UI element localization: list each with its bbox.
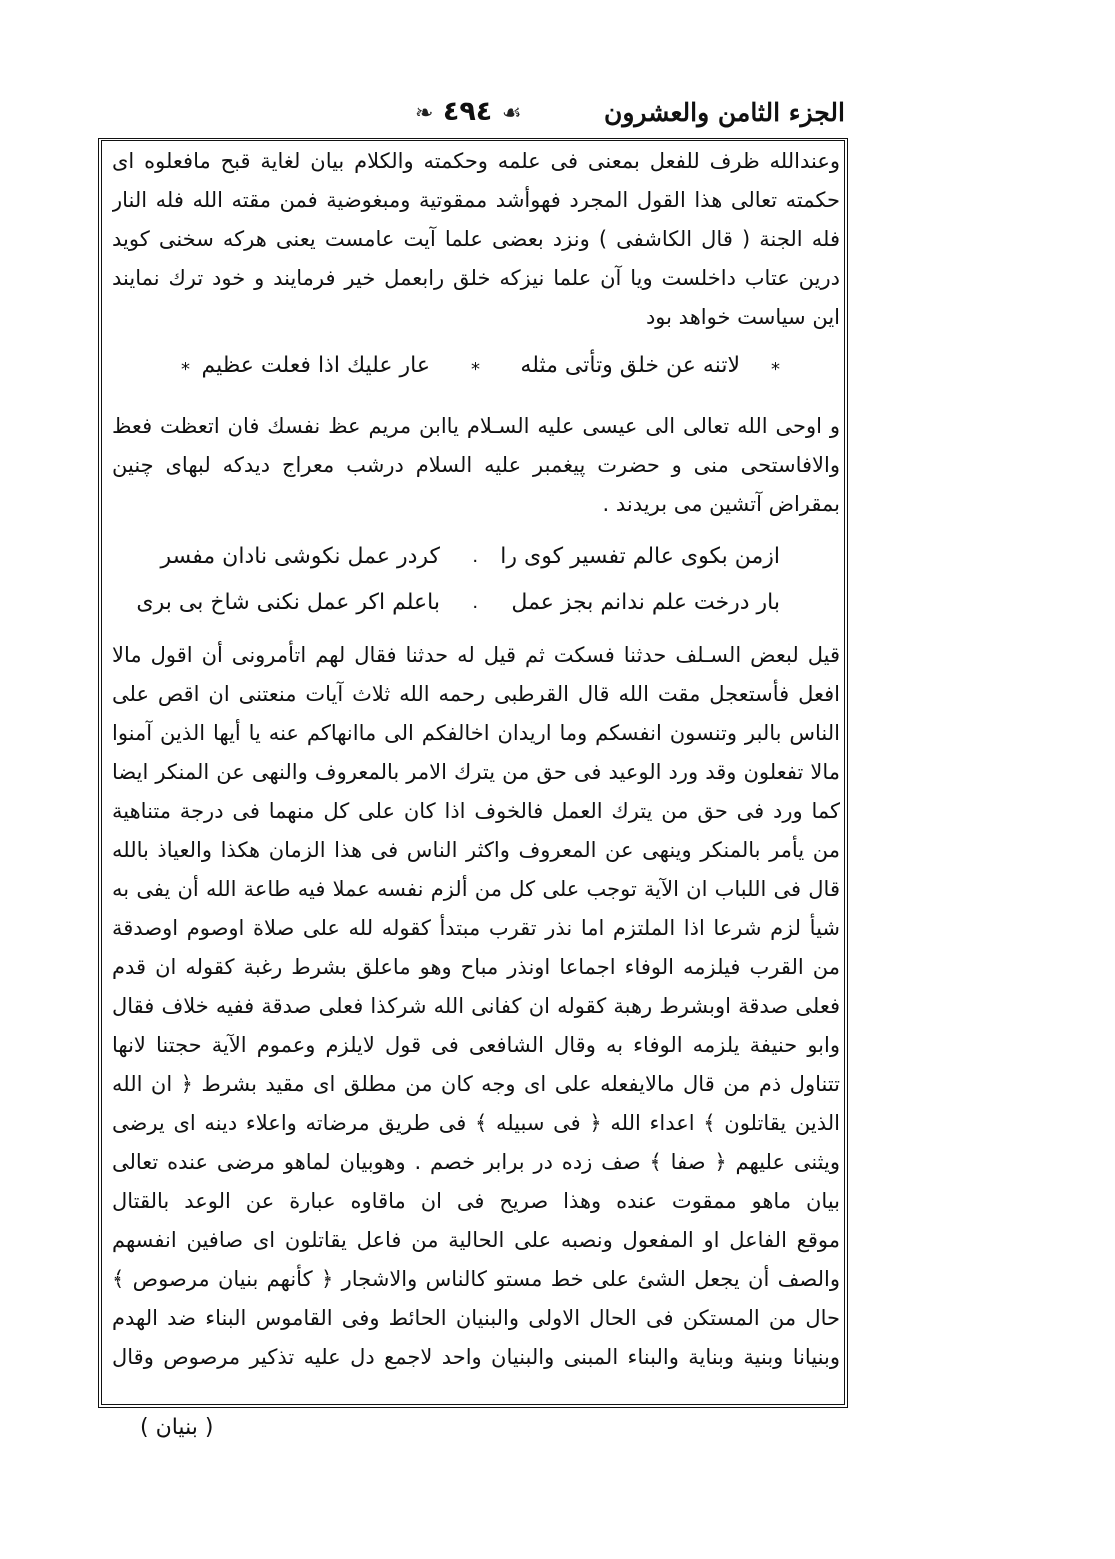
text-line: اين سياست خواهد بود <box>645 305 840 329</box>
text-line: وابو حنيفة يلزمه الوفاء به وقال الشافعى فى قول لايلزم وعموم الآية حجتنا لانها <box>112 1033 840 1057</box>
page-number-block <box>415 96 521 127</box>
text-line: الناس بالبر وتنسون انفسكم وما اريدان اخالفكم الى ماانهاكم عنه يا أيها الذين آمنوا <box>112 721 840 745</box>
verse-separator: ٠ <box>470 596 480 617</box>
page-body <box>112 142 840 1377</box>
verse-2 <box>112 538 840 630</box>
verse-asterisk: * <box>471 359 480 380</box>
text-line: قال فى اللباب ان الآية توجب على كل من ألزم نفسه عملا فيه طاعة الله أن يفى به <box>112 877 840 901</box>
text-line: و اوحى الله تعالى الى عيسى عليه السـلام ياابن مريم عظ نفسك فان اتعظت فعظ <box>112 414 840 438</box>
paragraph-3 <box>112 636 840 1377</box>
ornament-right-icon: ☙ <box>501 101 522 126</box>
ornament-left-icon: ❧ <box>415 101 434 126</box>
paragraph-2 <box>112 407 840 524</box>
text-line: من يأمر بالمنكر وينهى عن المعروف واكثر الناس فى هذا الزمان هكذا والعياذ بالله <box>112 838 840 862</box>
paragraph-1 <box>112 142 840 337</box>
verse-hemistich-right: لاتنه عن خلق وتأتى مثله <box>520 353 740 378</box>
text-line: وبنيانا وبنية وبناية والبناء المبنى والبنيان واحد لاجمع دل عليه تذكير مرصوص وقال <box>112 1345 840 1369</box>
text-line: مالا تفعلون وقد ورد الوعيد فى حق من يترك الامر بالمعروف والنهى عن المنكر ايضا <box>112 760 840 784</box>
verse-hemistich-left: باعلم اكر عمل نكنى شاخ بى برى <box>136 590 440 615</box>
catchword: ( بنيان ) <box>140 1415 214 1440</box>
text-line: والافاستحى منى و حضرت پيغمبر عليه السلام درشب معراج ديدكه لبهاى چنين <box>112 453 840 477</box>
text-line: حكمته تعالى هذا القول المجرد فهوأشد ممقوتية ومبغوضية فمن مقته الله فله النار <box>112 188 840 212</box>
verse-hemistich-right: ازمن بكوى عالم تفسير كوى را <box>500 544 780 569</box>
text-line: فله الجنة ( قال الكاشفى ) ونزد بعضى علما آيت عامست يعنى هركه سخنى كويد <box>112 227 840 251</box>
text-line: قيل لبعض السـلف حدثنا فسكت ثم قيل له حدثنا فقال لهم اتأمرونى أن اقول مالا <box>112 643 840 667</box>
verse-hemistich-right: بار درخت علم ندانم بجز عمل <box>511 590 780 615</box>
text-line: تتناول ذم من قال مالايفعله على اى وجه كان من مطلق اى مقيد بشرط ﴿ ان الله <box>112 1072 840 1096</box>
verse-hemistich-left: كردر عمل نكوشى نادان مفسر <box>160 544 440 569</box>
text-line: درين عتاب داخلست ويا آن علما نيزكه خلق رابعمل خير فرمايند و خود ترك نمايند <box>112 266 840 290</box>
text-line: والصف أن يجعل الشئ على خط مستو كالناس والاشجار ﴿ كأنهم بنيان مرصوص ﴾ <box>112 1267 840 1291</box>
verse-line <box>112 584 840 630</box>
page-number: ٤٩٤ <box>442 96 493 127</box>
text-line: افعل فأستعجل مقت الله قال القرطبى رحمه الله ثلاث آيات منعتنى ان اقص على <box>112 682 840 706</box>
running-title: الجزء الثامن والعشرون <box>603 98 845 127</box>
text-line: فعلى صدقة اوبشرط رهبة كقوله ان كفانى الله شركذا فعلى صدقة ففيه خلاف فقال <box>112 994 840 1018</box>
text-line: من القرب فيلزمه الوفاء اجماعا اونذر مباح وهو ماعلق بشرط رغبة كقوله ان قدم <box>112 955 840 979</box>
text-line: وعندالله ظرف للفعل بمعنى فى علمه وحكمته والكلام بيان لغاية قبح مافعلوه اى <box>112 149 840 173</box>
verse-line <box>112 538 840 584</box>
verse-hemistich-left: عار عليك اذا فعلت عظيم <box>201 353 430 378</box>
verse-separator: ٠ <box>470 550 480 571</box>
text-line: بيان ماهو ممقوت عنده وهذا صريح فى ان ماقاوه عبارة عن الوعد بالقتال <box>112 1189 840 1213</box>
text-line: موقع الفاعل او المفعول ونصبه على الحالية من فاعل يقاتلون اى صافين انفسهم <box>112 1228 840 1252</box>
text-line: حال من المستكن فى الحال الاولى والبنيان الحائط وفى القاموس البناء ضد الهدم <box>112 1306 840 1330</box>
verse-asterisk: * <box>181 359 190 380</box>
text-line: الذين يقاتلون ﴾ اعداء الله ﴿ فى سبيله ﴾ فى طريق مرضاته واعلاء دينه اى يرضى <box>112 1111 840 1135</box>
verse-asterisk: * <box>771 359 780 380</box>
text-line: بمقراض آتشين مى بريدند . <box>602 492 840 516</box>
page-header <box>100 98 845 138</box>
verse-1 <box>112 347 840 399</box>
text-line: ويثنى عليهم ﴿ صفا ﴾ صف زده در برابر خصم . وهوبيان لماهو مرضى عنده تعالى <box>112 1150 840 1174</box>
text-line: كما ورد فى حق من يترك العمل فالخوف اذا كان على كل منهما فى درجة متناهية <box>112 799 840 823</box>
text-line: شيأ لزم شرعا اذا الملتزم اما نذر تقرب مبتدأ كقوله لله على صلاة اوصوم اوصدقة <box>112 916 840 940</box>
